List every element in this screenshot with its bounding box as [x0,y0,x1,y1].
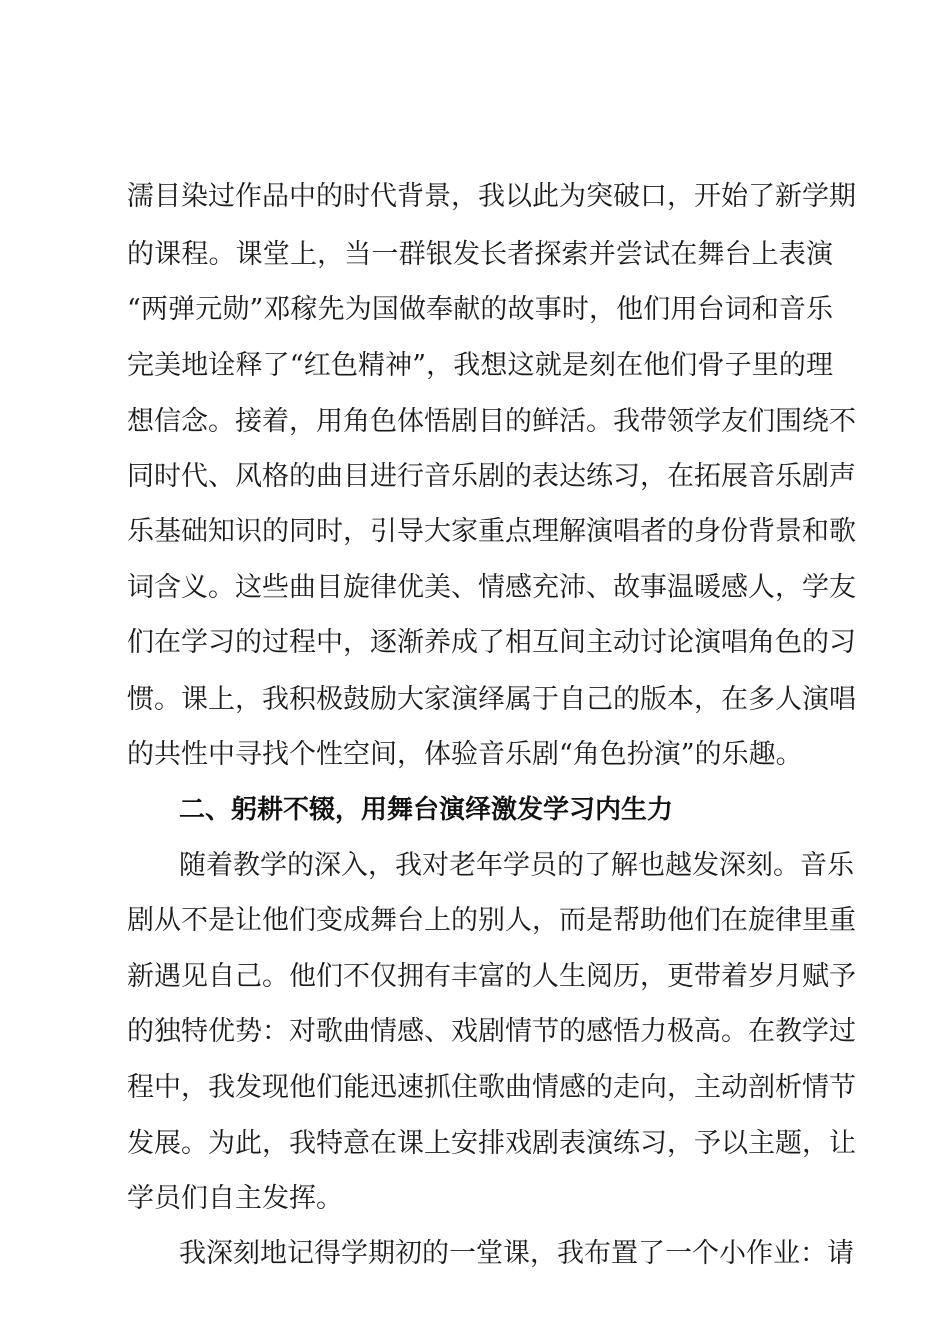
paragraph-1-line-6: 同时代、风格的曲目进行音乐剧的表达练习，在拓展音乐剧声 [127,461,856,492]
paragraph-1-line-11: 的共性中寻找个性空间，体验音乐剧“角色扮演”的乐趣。 [127,739,803,770]
paragraph-1-line-10: 惯。课上，我积极鼓励大家演绎属于自己的版本，在多人演唱 [127,684,856,715]
paragraph-2-line-7: 学员们自主发挥。 [127,1183,343,1214]
paragraph-1-line-5: 想信念。接着，用角色体悟剧目的鲜活。我带领学友们围绕不 [127,406,856,437]
paragraph-2-line-4: 的独特优势：对歌曲情感、戏剧情节的感悟力极高。在教学过 [127,1016,856,1047]
section-heading: 二、躬耕不辍，用舞台演绎激发学习内生力 [179,795,674,825]
paragraph-1-line-4: 完美地诠释了“红色精神”，我想这就是刻在他们骨子里的理 [127,350,833,381]
paragraph-2-line-3: 新遇见自己。他们不仅拥有丰富的人生阅历，更带着岁月赋予 [127,961,856,992]
paragraph-2-line-6: 发展。为此，我特意在课上安排戏剧表演练习，予以主题，让 [127,1128,856,1159]
paragraph-2-line-5: 程中，我发现他们能迅速抓住歌曲情感的走向，主动剖析情节 [127,1072,856,1103]
paragraph-3-line-1: 我深刻地记得学期初的一堂课，我布置了一个小作业：请 [179,1238,854,1269]
paragraph-1-line-2: 的课程。课堂上，当一群银发长者探索并尝试在舞台上表演 [127,239,833,270]
paragraph-1-line-1: 濡目染过作品中的时代背景，我以此为突破口，开始了新学期 [127,181,856,212]
paragraph-1-line-3: “两弹元勋”邓稼先为国做奉献的故事时，他们用台词和音乐 [127,294,833,325]
paragraph-2-line-1: 随着教学的深入，我对老年学员的了解也越发深刻。音乐 [179,850,854,881]
paragraph-2-line-2: 剧从不是让他们变成舞台上的别人，而是帮助他们在旋律里重 [127,905,856,936]
paragraph-1-line-7: 乐基础知识的同时，引导大家重点理解演唱者的身份背景和歌 [127,516,856,547]
paragraph-1-line-8: 词含义。这些曲目旋律优美、情感充沛、故事温暖感人，学友 [127,572,856,603]
paragraph-1-line-9: 们在学习的过程中，逐渐养成了相互间主动讨论演唱角色的习 [127,627,856,658]
